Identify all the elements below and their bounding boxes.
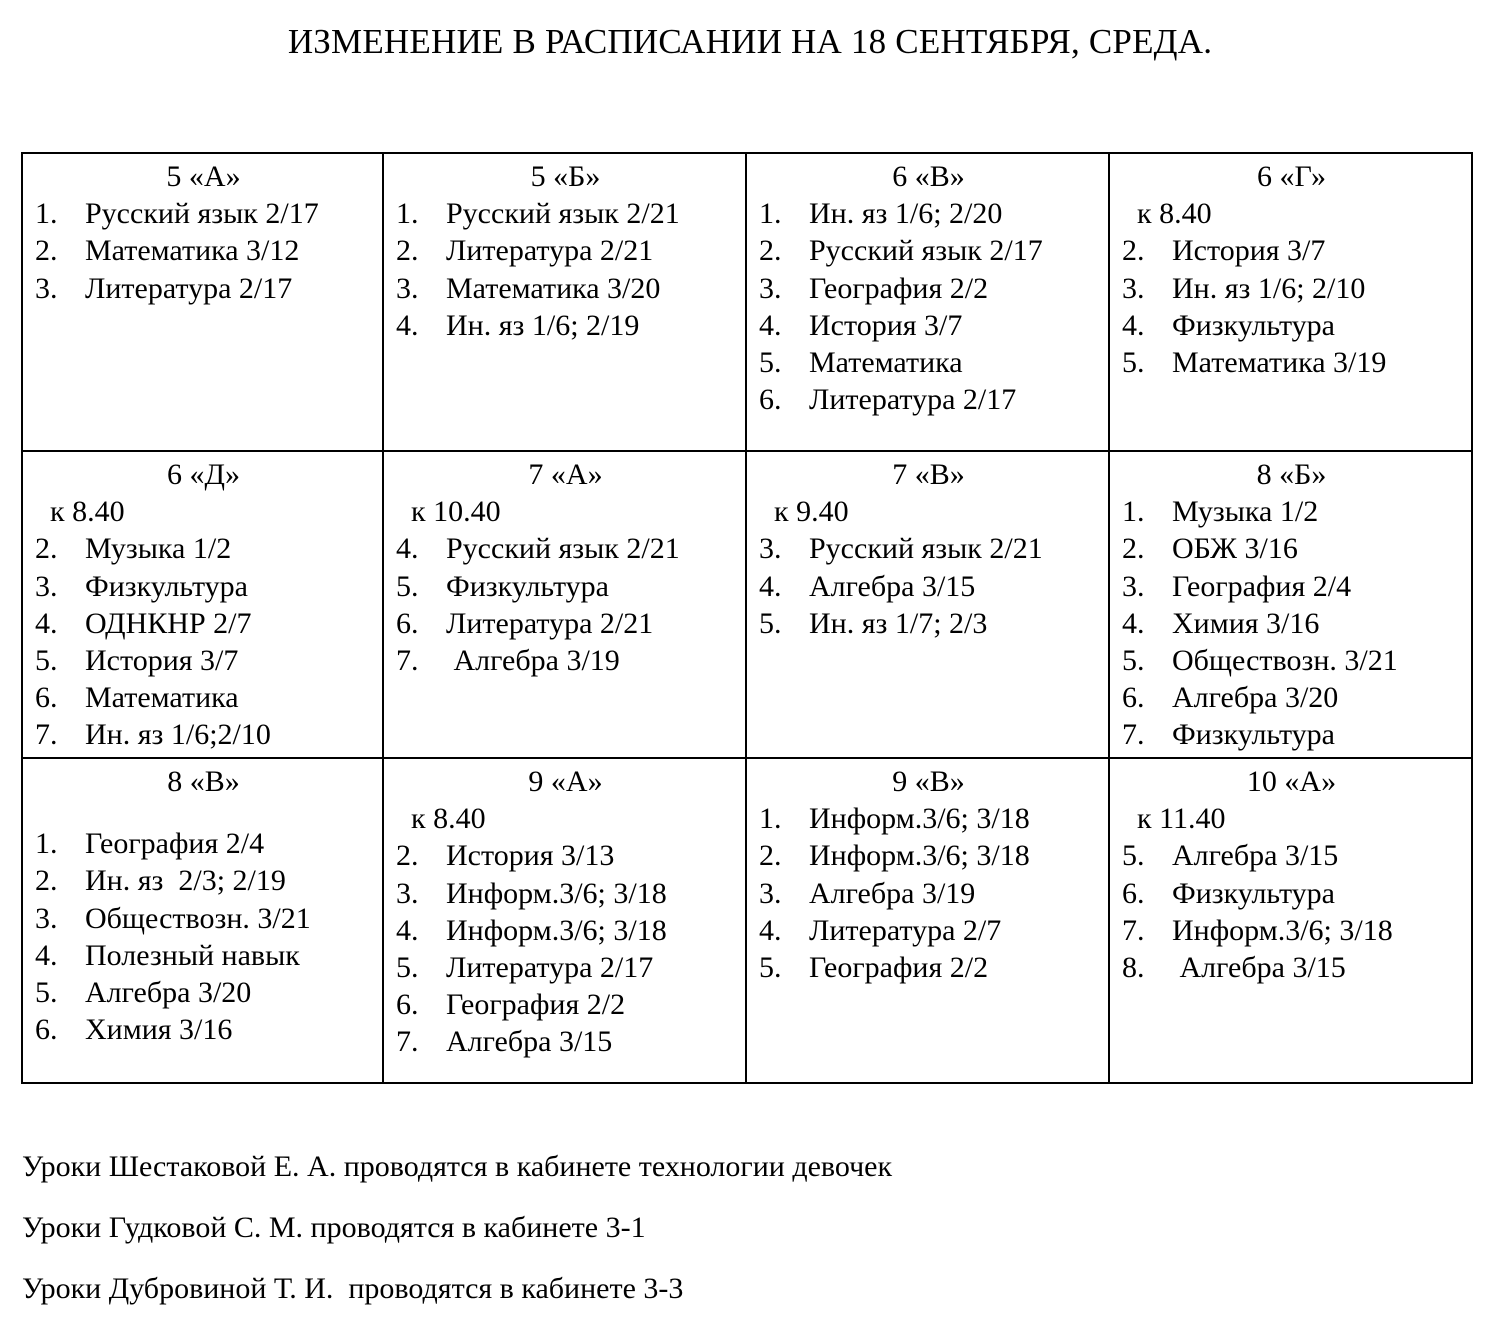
- lesson-item: [1122, 679, 1461, 716]
- class-name: 9 «В»: [892, 765, 965, 798]
- lesson-item: [35, 195, 372, 232]
- lesson-item: [759, 381, 1098, 418]
- lesson-subject: Музыка 1/2: [85, 532, 232, 566]
- lesson-item: [1122, 716, 1461, 753]
- start-time-text: к 8.40: [411, 802, 486, 836]
- lesson-item: [35, 716, 372, 753]
- start-time-note: [396, 800, 735, 837]
- lesson-subject: Ин. яз 1/6;2/10: [85, 718, 271, 752]
- class-name: 5 «Б»: [530, 160, 601, 193]
- footnote-line: Уроки Дубровиной Т. И. проводятся в кабинете 3-3: [22, 1272, 684, 1305]
- lesson-item: [1122, 912, 1461, 949]
- lesson-subject: Алгебра 3/20: [1172, 681, 1339, 715]
- lesson-subject: Информ.3/6; 3/18: [809, 839, 1030, 873]
- lesson-number: 4.: [396, 913, 419, 947]
- start-time-text: к 8.40: [50, 495, 125, 529]
- lesson-item: [759, 344, 1098, 381]
- lesson-number: 4.: [396, 308, 419, 342]
- lesson-item: [396, 232, 735, 269]
- lesson-item: [396, 605, 735, 642]
- lesson-subject: Физкультура: [1172, 718, 1335, 752]
- start-time-note: [1122, 195, 1461, 232]
- start-time-note: [35, 493, 372, 530]
- lesson-item: [35, 974, 372, 1011]
- lesson-subject: География 2/4: [1172, 569, 1352, 603]
- class-name: 6 «Г»: [1256, 160, 1327, 193]
- lesson-item: [35, 530, 372, 567]
- lesson-subject: География 2/2: [809, 271, 989, 305]
- lesson-number: 4.: [35, 938, 58, 972]
- lesson-item: [35, 1011, 372, 1048]
- lesson-item: [35, 642, 372, 679]
- lesson-number: 3.: [1122, 271, 1145, 305]
- lesson-subject: Русский язык 2/21: [446, 197, 680, 231]
- lesson-subject: Химия 3/16: [85, 1013, 233, 1047]
- lesson-number: 1.: [35, 197, 58, 231]
- lesson-number: 3.: [35, 271, 58, 305]
- lesson-subject: История 3/7: [1172, 234, 1326, 268]
- lesson-number: 1.: [1122, 495, 1145, 529]
- lesson-subject: География 2/2: [809, 950, 989, 984]
- lesson-number: 6.: [759, 383, 782, 417]
- lesson-number: 5.: [759, 345, 782, 379]
- lesson-number: 4.: [759, 308, 782, 342]
- blank-line: [35, 800, 372, 825]
- lesson-number: 7.: [1122, 718, 1145, 752]
- class-name: 8 «Б»: [1256, 458, 1327, 491]
- lesson-item: [759, 605, 1098, 642]
- lesson-subject: Физкультура: [1172, 308, 1335, 342]
- lesson-number: 1.: [759, 802, 782, 836]
- lesson-subject: Русский язык 2/17: [85, 197, 319, 231]
- lesson-item: [1122, 270, 1461, 307]
- lesson-item: [35, 862, 372, 899]
- lesson-item: [759, 837, 1098, 874]
- lesson-subject: Обществозн. 3/21: [1172, 643, 1398, 677]
- class-name: 6 «В»: [892, 160, 965, 193]
- lesson-subject: Информ.3/6; 3/18: [446, 913, 667, 947]
- lesson-subject: История 3/7: [809, 308, 963, 342]
- lesson-number: 2.: [1122, 234, 1145, 268]
- lesson-number: 5.: [1122, 839, 1145, 873]
- lesson-number: 7.: [35, 718, 58, 752]
- lesson-subject: Информ.3/6; 3/18: [1172, 913, 1393, 947]
- class-cell: [384, 452, 747, 759]
- lesson-item: [35, 679, 372, 716]
- lesson-subject: Математика: [85, 681, 239, 715]
- lesson-item: [1122, 642, 1461, 679]
- lesson-number: 2.: [759, 839, 782, 873]
- class-cell: [23, 452, 384, 759]
- lesson-subject: Русский язык 2/21: [809, 532, 1043, 566]
- class-name: 8 «В»: [167, 765, 240, 798]
- lesson-number: 2.: [396, 839, 419, 873]
- lesson-item: [35, 605, 372, 642]
- lesson-subject: Алгебра 3/15: [809, 569, 976, 603]
- class-name: 7 «В»: [892, 458, 965, 491]
- lesson-number: 1.: [35, 827, 58, 861]
- lesson-item: [759, 195, 1098, 232]
- lesson-subject: Полезный навык: [85, 938, 300, 972]
- lesson-subject: Алгебра 3/15: [446, 1025, 613, 1059]
- lesson-item: [1122, 530, 1461, 567]
- lesson-number: 4.: [396, 532, 419, 566]
- lesson-number: 3.: [396, 271, 419, 305]
- lesson-item: [1122, 344, 1461, 381]
- lesson-subject: ОДНКНР 2/7: [85, 606, 252, 640]
- class-cell: [384, 154, 747, 452]
- lesson-number: 1.: [396, 197, 419, 231]
- schedule-table: [21, 152, 1473, 1084]
- lesson-subject: Русский язык 2/21: [446, 532, 680, 566]
- lesson-number: 2.: [35, 234, 58, 268]
- start-time-note: [396, 493, 735, 530]
- lesson-number: 2.: [35, 864, 58, 898]
- lesson-item: [396, 270, 735, 307]
- lesson-subject: Алгебра 3/20: [85, 975, 252, 1009]
- lesson-item: [396, 837, 735, 874]
- lesson-item: [759, 568, 1098, 605]
- class-cell: [747, 452, 1110, 759]
- lesson-item: [1122, 568, 1461, 605]
- lesson-item: [1122, 837, 1461, 874]
- lesson-item: [35, 900, 372, 937]
- class-cell: [1110, 759, 1471, 1082]
- lesson-item: [759, 307, 1098, 344]
- lesson-item: [759, 232, 1098, 269]
- lesson-number: 6.: [35, 1013, 58, 1047]
- class-name: 6 «Д»: [167, 458, 240, 491]
- lesson-item: [35, 825, 372, 862]
- lesson-number: 2.: [759, 234, 782, 268]
- class-name: 10 «А»: [1246, 765, 1337, 798]
- lesson-item: [759, 875, 1098, 912]
- footnote-line: Уроки Гудковой С. М. проводятся в кабинете 3-1: [22, 1211, 646, 1244]
- lesson-number: 3.: [759, 271, 782, 305]
- lesson-subject: Литература 2/17: [85, 271, 293, 305]
- lesson-subject: Алгебра 3/15: [1172, 950, 1346, 984]
- start-time-text: к 8.40: [1137, 197, 1212, 231]
- lesson-subject: Ин. яз 1/6; 2/10: [1172, 271, 1366, 305]
- lesson-subject: Обществозн. 3/21: [85, 901, 311, 935]
- lesson-number: 6.: [1122, 876, 1145, 910]
- lesson-number: 5.: [759, 606, 782, 640]
- lesson-number: 5.: [396, 950, 419, 984]
- class-cell: [1110, 452, 1471, 759]
- start-time-text: к 11.40: [1137, 802, 1226, 836]
- lesson-item: [396, 642, 735, 679]
- lesson-number: 2.: [396, 234, 419, 268]
- lesson-subject: Информ.3/6; 3/18: [809, 802, 1030, 836]
- lesson-item: [1122, 493, 1461, 530]
- lesson-subject: Физкультура: [1172, 876, 1335, 910]
- lesson-item: [759, 949, 1098, 986]
- lesson-number: 5.: [396, 569, 419, 603]
- lesson-number: 6.: [396, 988, 419, 1022]
- lesson-subject: Литература 2/17: [446, 950, 654, 984]
- lesson-item: [35, 232, 372, 269]
- lesson-item: [396, 875, 735, 912]
- lesson-number: 3.: [759, 876, 782, 910]
- lesson-subject: Математика: [809, 345, 963, 379]
- lesson-subject: Математика 3/20: [446, 271, 661, 305]
- lesson-subject: Ин. яз 2/3; 2/19: [85, 864, 286, 898]
- class-cell: [384, 759, 747, 1082]
- lesson-subject: Информ.3/6; 3/18: [446, 876, 667, 910]
- class-name: 7 «А»: [528, 458, 603, 491]
- lesson-subject: Ин. яз 1/6; 2/19: [446, 308, 640, 342]
- lesson-number: 5.: [35, 975, 58, 1009]
- lesson-number: 5.: [759, 950, 782, 984]
- lesson-subject: Алгебра 3/19: [446, 643, 620, 677]
- lesson-item: [1122, 307, 1461, 344]
- class-name: 9 «А»: [528, 765, 603, 798]
- lesson-subject: Алгебра 3/19: [809, 876, 976, 910]
- lesson-number: 2.: [1122, 532, 1145, 566]
- start-time-note: [1122, 800, 1461, 837]
- lesson-subject: Математика 3/12: [85, 234, 300, 268]
- lesson-item: [396, 530, 735, 567]
- start-time-text: к 10.40: [411, 495, 501, 529]
- lesson-item: [35, 270, 372, 307]
- class-cell: [1110, 154, 1471, 452]
- class-cell: [23, 154, 384, 452]
- lesson-number: 5.: [35, 643, 58, 677]
- lesson-number: 3.: [35, 901, 58, 935]
- page-title: ИЗМЕНЕНИЕ В РАСПИСАНИИ НА 18 СЕНТЯБРЯ, СРЕДА.: [287, 22, 1213, 61]
- lesson-subject: Литература 2/17: [809, 383, 1017, 417]
- lesson-number: 4.: [759, 913, 782, 947]
- lesson-number: 3.: [35, 569, 58, 603]
- footnote-line: Уроки Шестаковой Е. А. проводятся в кабинете технологии девочек: [22, 1150, 893, 1183]
- lesson-item: [1122, 232, 1461, 269]
- footnotes: [22, 1148, 892, 1331]
- lesson-item: [35, 937, 372, 974]
- lesson-subject: Литература 2/21: [446, 606, 654, 640]
- lesson-subject: ОБЖ 3/16: [1172, 532, 1298, 566]
- lesson-number: 7.: [1122, 913, 1145, 947]
- class-cell: [747, 154, 1110, 452]
- lesson-item: [396, 1023, 735, 1060]
- start-time-text: к 9.40: [774, 495, 849, 529]
- lesson-subject: Литература 2/7: [809, 913, 1002, 947]
- lesson-item: [396, 912, 735, 949]
- lesson-number: 6.: [396, 606, 419, 640]
- lesson-number: 2.: [35, 532, 58, 566]
- lesson-subject: География 2/2: [446, 988, 626, 1022]
- lesson-subject: Физкультура: [85, 569, 248, 603]
- lesson-number: 8.: [1122, 950, 1145, 984]
- lesson-subject: Химия 3/16: [1172, 606, 1320, 640]
- lesson-item: [396, 949, 735, 986]
- lesson-subject: Математика 3/19: [1172, 345, 1387, 379]
- lesson-subject: История 3/7: [85, 643, 239, 677]
- lesson-item: [35, 568, 372, 605]
- lesson-item: [396, 568, 735, 605]
- lesson-subject: Литература 2/21: [446, 234, 654, 268]
- lesson-subject: Физкультура: [446, 569, 609, 603]
- lesson-subject: История 3/13: [446, 839, 615, 873]
- lesson-number: 4.: [759, 569, 782, 603]
- lesson-number: 7.: [396, 643, 419, 677]
- lesson-number: 4.: [1122, 606, 1145, 640]
- lesson-subject: Ин. яз 1/7; 2/3: [809, 606, 988, 640]
- lesson-subject: Русский язык 2/17: [809, 234, 1043, 268]
- lesson-number: 5.: [1122, 345, 1145, 379]
- class-cell: [747, 759, 1110, 1082]
- class-cell: [23, 759, 384, 1082]
- lesson-item: [759, 800, 1098, 837]
- lesson-number: 6.: [1122, 681, 1145, 715]
- lesson-number: 3.: [396, 876, 419, 910]
- lesson-subject: Ин. яз 1/6; 2/20: [809, 197, 1003, 231]
- lesson-item: [1122, 875, 1461, 912]
- class-name: 5 «А»: [166, 160, 241, 193]
- lesson-number: 6.: [35, 681, 58, 715]
- lesson-subject: Музыка 1/2: [1172, 495, 1319, 529]
- lesson-item: [759, 530, 1098, 567]
- lesson-item: [1122, 605, 1461, 642]
- lesson-item: [759, 270, 1098, 307]
- lesson-number: 7.: [396, 1025, 419, 1059]
- lesson-number: 5.: [1122, 643, 1145, 677]
- lesson-number: 4.: [1122, 308, 1145, 342]
- lesson-subject: Алгебра 3/15: [1172, 839, 1339, 873]
- lesson-subject: География 2/4: [85, 827, 265, 861]
- lesson-number: 3.: [1122, 569, 1145, 603]
- lesson-item: [1122, 949, 1461, 986]
- lesson-item: [396, 307, 735, 344]
- start-time-note: [759, 493, 1098, 530]
- lesson-item: [759, 912, 1098, 949]
- lesson-number: 3.: [759, 532, 782, 566]
- lesson-number: 4.: [35, 606, 58, 640]
- lesson-number: 1.: [759, 197, 782, 231]
- lesson-item: [396, 986, 735, 1023]
- lesson-item: [396, 195, 735, 232]
